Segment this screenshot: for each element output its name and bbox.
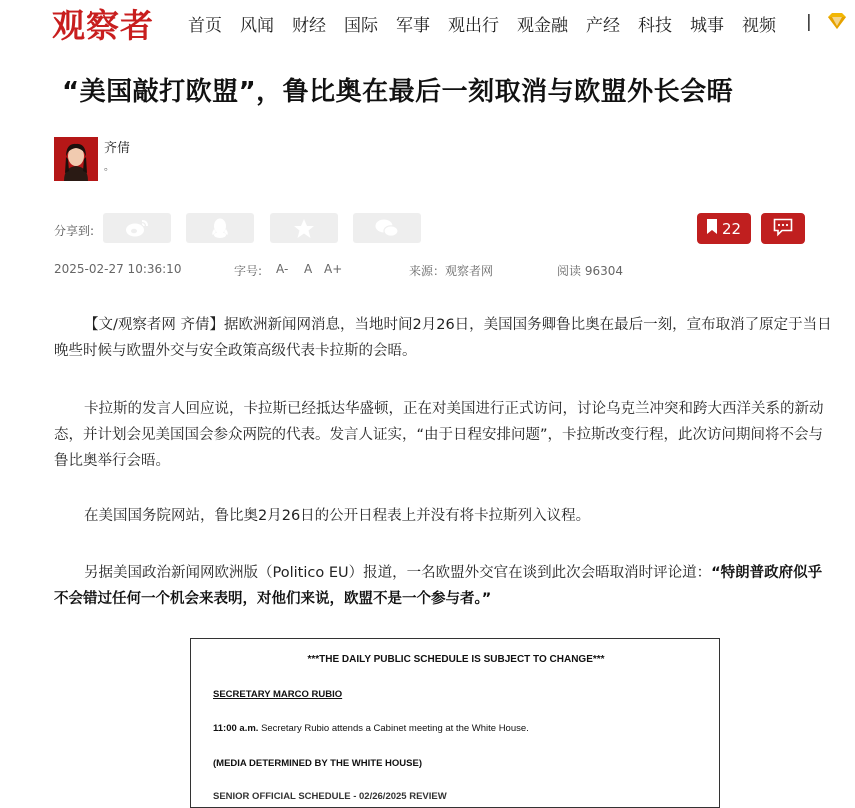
nav-item-home[interactable]: 首页	[188, 16, 222, 36]
main-nav	[188, 11, 794, 36]
schedule-event: Secretary Rubio attends a Cabinet meeting at the White House.	[261, 723, 529, 734]
qzone-star-icon	[293, 218, 315, 239]
share-label: 分享到:	[54, 224, 95, 238]
bookmark-icon	[707, 219, 717, 238]
article-source: 来源：观察者网	[409, 264, 494, 278]
paragraph-quote-bold: “特朗普政府似乎不会错过任何一个机会来表明，对他们来说，欧盟不是一个参与者。”	[54, 565, 823, 607]
nav-separator: |	[806, 12, 812, 32]
comment-button[interactable]	[761, 213, 805, 244]
font-size-label: 字号:	[234, 264, 263, 278]
author-name[interactable]: 齐倩	[104, 141, 131, 156]
font-normal-button[interactable]: A	[304, 262, 313, 276]
share-qq-button[interactable]	[186, 213, 254, 243]
schedule-cut-line: SENIOR OFFICIAL SCHEDULE - 02/26/2025 REVIEW	[213, 791, 447, 802]
qq-icon	[210, 217, 230, 239]
article-title: “美国敲打欧盟”，鲁比奥在最后一刻取消与欧盟外长会晤	[62, 77, 734, 107]
article-paragraph: 【文/观察者网 齐倩】据欧洲新闻网消息，当地时间2月26日，美国国务卿鲁比奥在最后一刻，宣布取消了原定于当日晚些时候与欧盟外交与安全政策高级代表卡拉斯的会晤。	[54, 317, 832, 359]
article-paragraph	[54, 560, 834, 612]
nav-item-industry[interactable]: 产经	[586, 16, 620, 36]
schedule-time: 11:00 a.m.	[213, 723, 259, 734]
nav-item-finance[interactable]: 财经	[292, 16, 326, 36]
share-qzone-button[interactable]	[270, 213, 338, 243]
nav-item-city[interactable]: 城事	[690, 16, 724, 36]
schedule-entry	[213, 723, 529, 734]
nav-item-fengwen[interactable]: 风闻	[240, 16, 274, 36]
article-paragraph: 在美国国务院网站，鲁比奥2月26日的公开日程表上并没有将卡拉斯列入议程。	[84, 508, 591, 524]
schedule-media-note: (MEDIA DETERMINED BY THE WHITE HOUSE)	[213, 758, 423, 769]
nav-item-travel[interactable]: 观出行	[448, 16, 499, 36]
site-header	[0, 0, 855, 44]
bookmark-count: 22	[721, 219, 742, 238]
share-weibo-button[interactable]	[103, 213, 171, 243]
schedule-secretary: SECRETARY MARCO RUBIO	[213, 689, 343, 700]
paragraph-text: 另据美国政治新闻网欧洲版（Politico EU）报道，一名欧盟外交官在谈到此次会晤取消时评论道：	[84, 565, 712, 581]
font-smaller-button[interactable]: A-	[276, 262, 289, 276]
share-wechat-button[interactable]	[353, 213, 421, 243]
nav-item-military[interactable]: 军事	[396, 16, 430, 36]
weibo-icon	[124, 218, 150, 238]
nav-item-video[interactable]: 视频	[742, 16, 776, 36]
nav-item-tech[interactable]: 科技	[638, 16, 672, 36]
site-logo[interactable]: 观察者	[52, 6, 154, 45]
vip-diamond-icon[interactable]	[826, 12, 848, 30]
nav-item-gold[interactable]: 观金融	[517, 16, 568, 36]
schedule-image	[190, 638, 720, 808]
nav-item-international[interactable]: 国际	[344, 16, 378, 36]
author-avatar[interactable]	[54, 137, 98, 181]
font-larger-button[interactable]: A+	[324, 262, 343, 276]
bookmark-button[interactable]	[697, 213, 751, 244]
view-count: 阅读 96304	[557, 264, 623, 278]
publish-datetime: 2025-02-27 10:36:10	[54, 262, 182, 276]
author-subtitle: 。	[104, 162, 114, 173]
wechat-icon	[374, 218, 400, 238]
comment-icon	[773, 218, 793, 240]
schedule-header: ***THE DAILY PUBLIC SCHEDULE IS SUBJECT TO CHANGE***	[307, 654, 605, 665]
article-paragraph: 卡拉斯的发言人回应说，卡拉斯已经抵达华盛顿，正在对美国进行正式访问，讨论乌克兰冲突和跨大西洋关系的新动态，并计划会见美国国会参众两院的代表。发言人证实，“由于日程安排问题”，卡拉斯改变行程，此次访问期间将不会与鲁比奥举行会晤。	[54, 401, 824, 469]
